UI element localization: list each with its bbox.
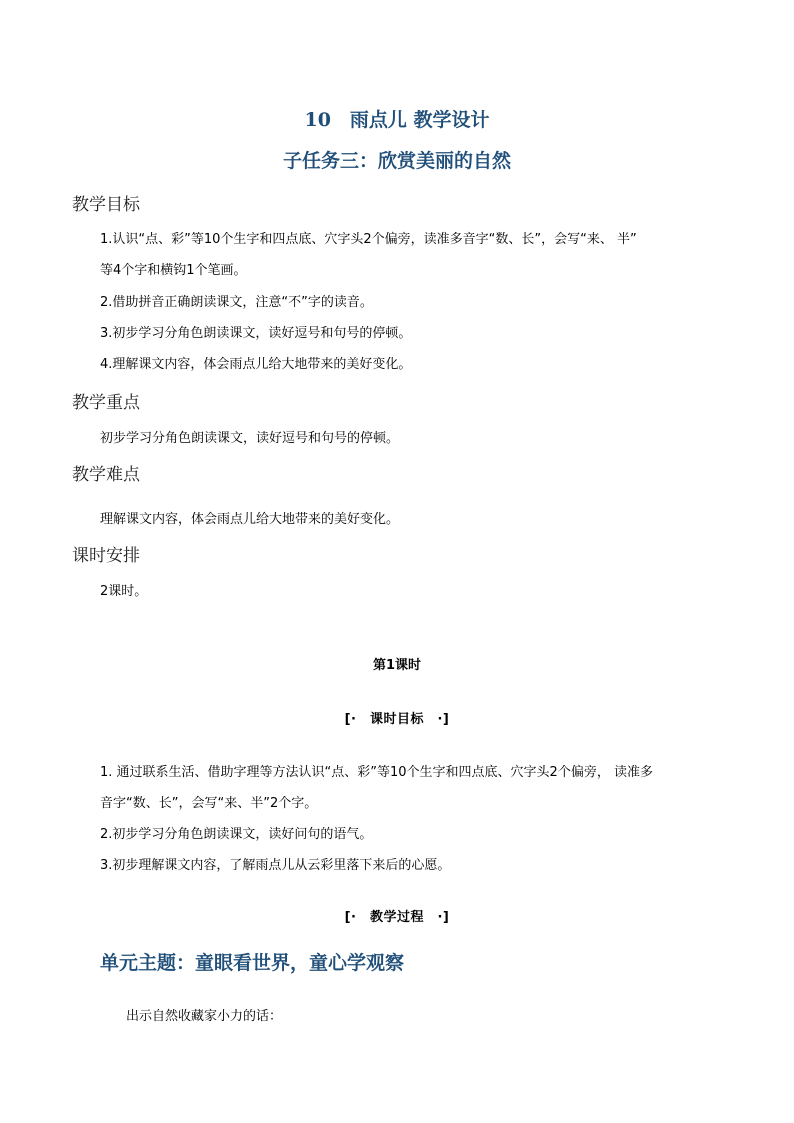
lesson-goal-line-3: 2.初步学习分角色朗读课文，读好问句的语气。 <box>100 827 373 842</box>
teaching-process-label: [· 教学过程 ·] <box>344 910 450 925</box>
page-title: 10 雨点儿 教学设计 <box>304 109 490 131</box>
key-points-heading: 教学重点 <box>72 393 140 413</box>
objective-line-2: 等4个字和横钩1个笔画。 <box>100 263 247 278</box>
lesson-goal-line-4: 3.初步理解课文内容，了解雨点儿从云彩里落下来后的心愿。 <box>100 858 451 873</box>
schedule-text: 2课时。 <box>100 584 148 599</box>
key-points-text: 初步学习分角色朗读课文，读好逗号和句号的停顿。 <box>100 431 400 446</box>
lesson-goals-label: [· 课时目标 ·] <box>344 712 450 727</box>
objective-line-3: 2.借助拼音正确朗读课文，注意“不”字的读音。 <box>100 295 373 310</box>
objective-line-5: 4.理解课文内容，体会雨点儿给大地带来的美好变化。 <box>100 357 412 372</box>
lesson-goal-line-1: 1. 通过联系生活、借助字理等方法认识“点、彩”等10个生字和四点底、穴字头2个偏旁， 读准多 <box>100 765 653 780</box>
intro-text: 出示自然收藏家小力的话： <box>126 1009 283 1024</box>
page-subtitle: 子任务三：欣赏美丽的自然 <box>282 150 511 172</box>
lesson-title: 第1课时 <box>372 658 422 673</box>
objectives-heading: 教学目标 <box>72 195 140 215</box>
difficulties-heading: 教学难点 <box>72 465 140 485</box>
objective-line-1: 1.认识“点、彩”等10个生字和四点底、穴字头2个偏旁，读准多音字“数、长”，会写“来、 半” <box>100 232 637 247</box>
difficulties-text: 理解课文内容，体会雨点儿给大地带来的美好变化。 <box>100 512 400 527</box>
lesson-goal-line-2: 音字“数、长”，会写“来、半”2个字。 <box>100 796 318 811</box>
unit-theme-heading: 单元主题：童眼看世界，童心学观察 <box>100 952 405 974</box>
objective-line-4: 3.初步学习分角色朗读课文，读好逗号和句号的停顿。 <box>100 326 412 341</box>
schedule-heading: 课时安排 <box>72 546 140 566</box>
